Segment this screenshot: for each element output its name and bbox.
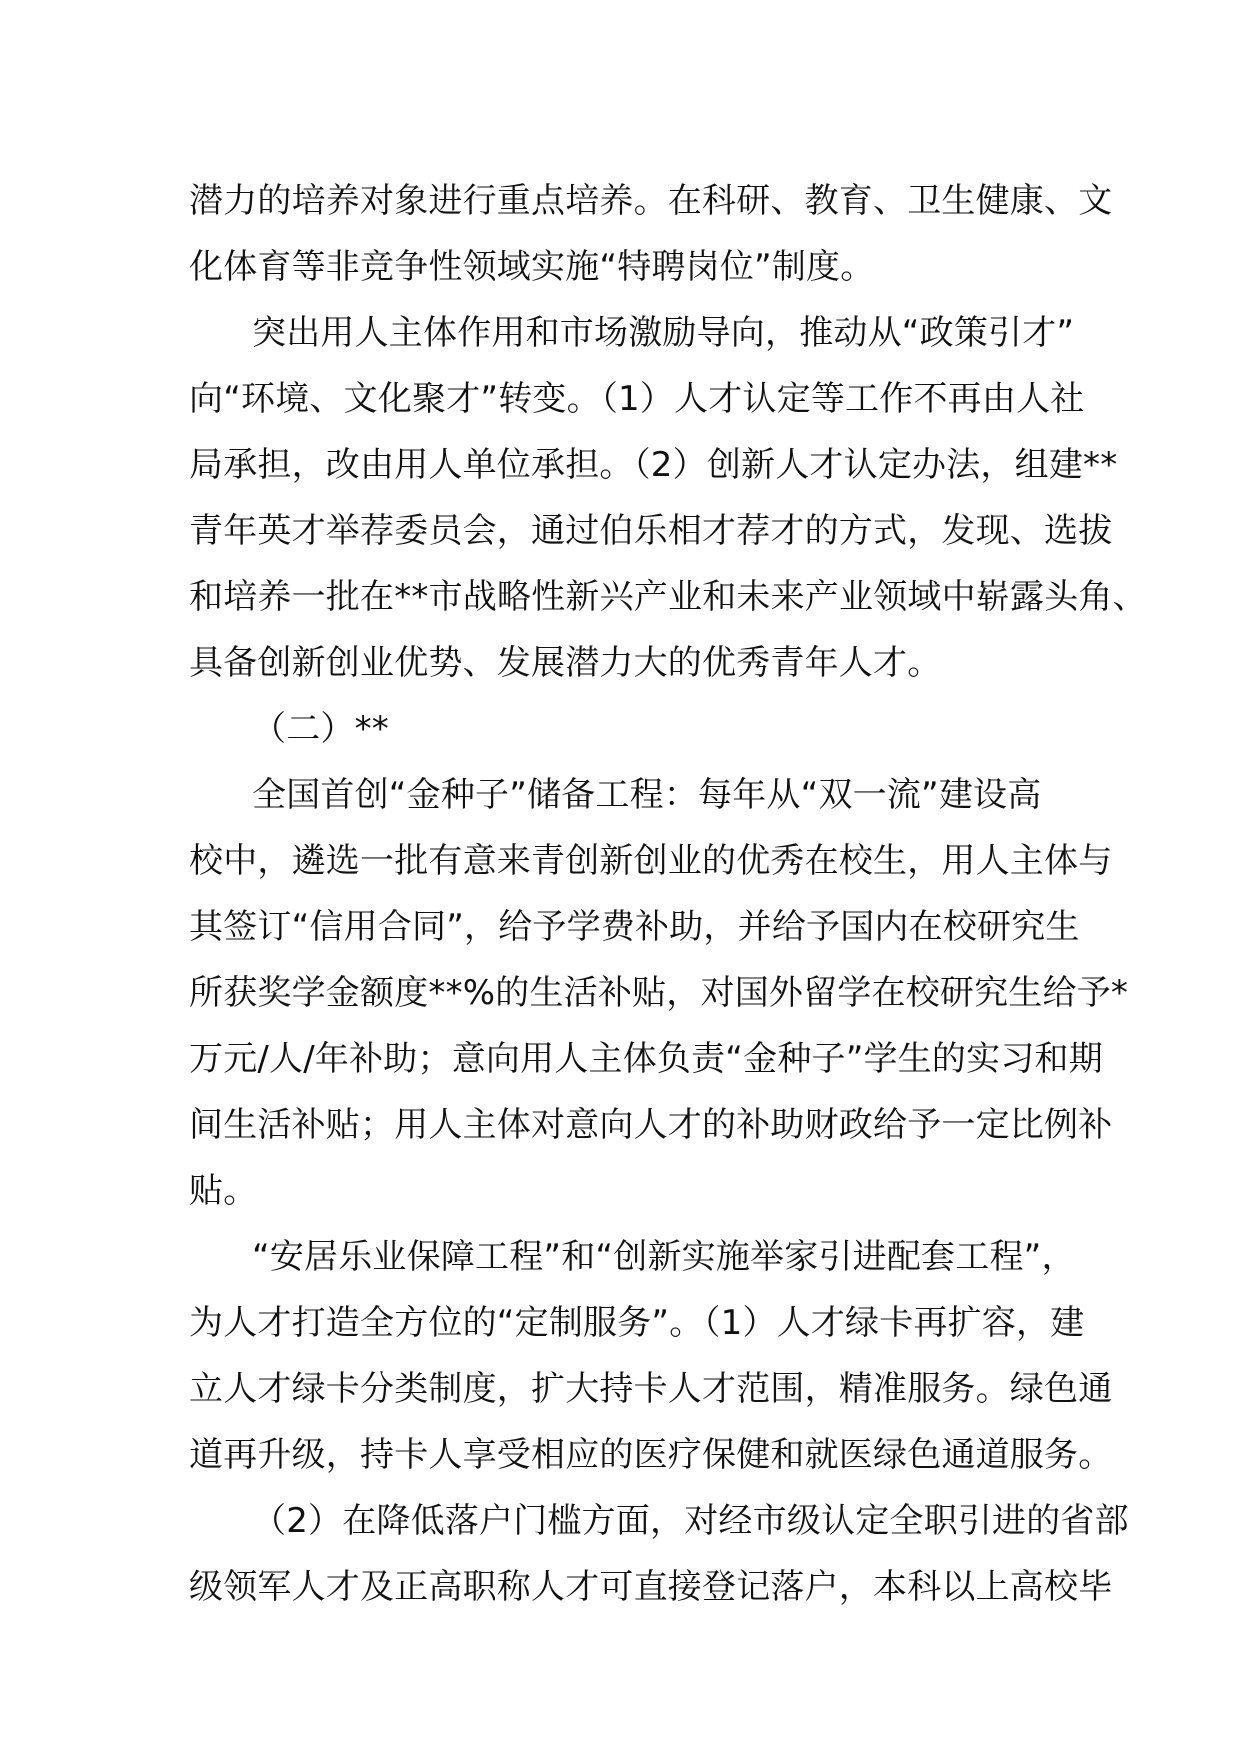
paragraph-start: （2）在降低落户门槛方面，对经市级认定全职引进的省部 <box>252 1501 1129 1541</box>
section-heading: （二）** <box>252 709 389 749</box>
text-line: 为人才打造全方位的“定制服务”。（1）人才绿卡再扩容，建 <box>189 1303 1085 1343</box>
text-line: 贴。 <box>189 1171 258 1211</box>
text-line: 级领军人才及正高职称人才可直接登记落户，本科以上高校毕 <box>189 1567 1113 1607</box>
text-line: 道再升级，持卡人享受相应的医疗保健和就医绿色通道服务。 <box>189 1435 1113 1475</box>
text-line: 局承担，改由用人单位承担。（2）创新人才认定办法，组建** <box>189 445 1118 485</box>
text-line: 立人才绿卡分类制度，扩大持卡人才范围，精准服务。绿色通 <box>189 1369 1113 1409</box>
text-line: 间生活补贴；用人主体对意向人才的补助财政给予一定比例补 <box>189 1105 1113 1145</box>
text-line: 所获奖学金额度**%的生活补贴，对国外留学在校研究生给予* <box>189 973 1129 1013</box>
text-line: 青年英才举荐委员会，通过伯乐相才荐才的方式，发现、选拔 <box>189 511 1113 551</box>
text-line: 其签订“信用合同”，给予学费补助，并给予国内在校研究生 <box>189 907 1080 947</box>
text-line: 校中，遴选一批有意来青创新创业的优秀在校生，用人主体与 <box>189 841 1113 881</box>
paragraph-start: 突出用人主体作用和市场激励导向，推动从“政策引才” <box>252 313 1075 353</box>
text-line: 具备创新创业优势、发展潜力大的优秀青年人才。 <box>189 643 942 683</box>
text-line: 化体育等非竞争性领域实施“特聘岗位”制度。 <box>189 247 875 287</box>
paragraph-start: 全国首创“金种子”储备工程：每年从“双一流”建设高 <box>252 775 1042 815</box>
text-line: 万元/人/年补助；意向用人主体负责“金种子”学生的实习和期 <box>189 1039 1103 1079</box>
paragraph-start: “安居乐业保障工程”和“创新实施举家引进配套工程”， <box>252 1237 1076 1277</box>
text-line: 和培养一批在**市战略性新兴产业和未来产业领域中崭露头角、 <box>189 577 1147 617</box>
text-line: 潜力的培养对象进行重点培养。在科研、教育、卫生健康、文 <box>189 181 1113 221</box>
text-line: 向“环境、文化聚才”转变。（1）人才认定等工作不再由人社 <box>189 379 1085 419</box>
